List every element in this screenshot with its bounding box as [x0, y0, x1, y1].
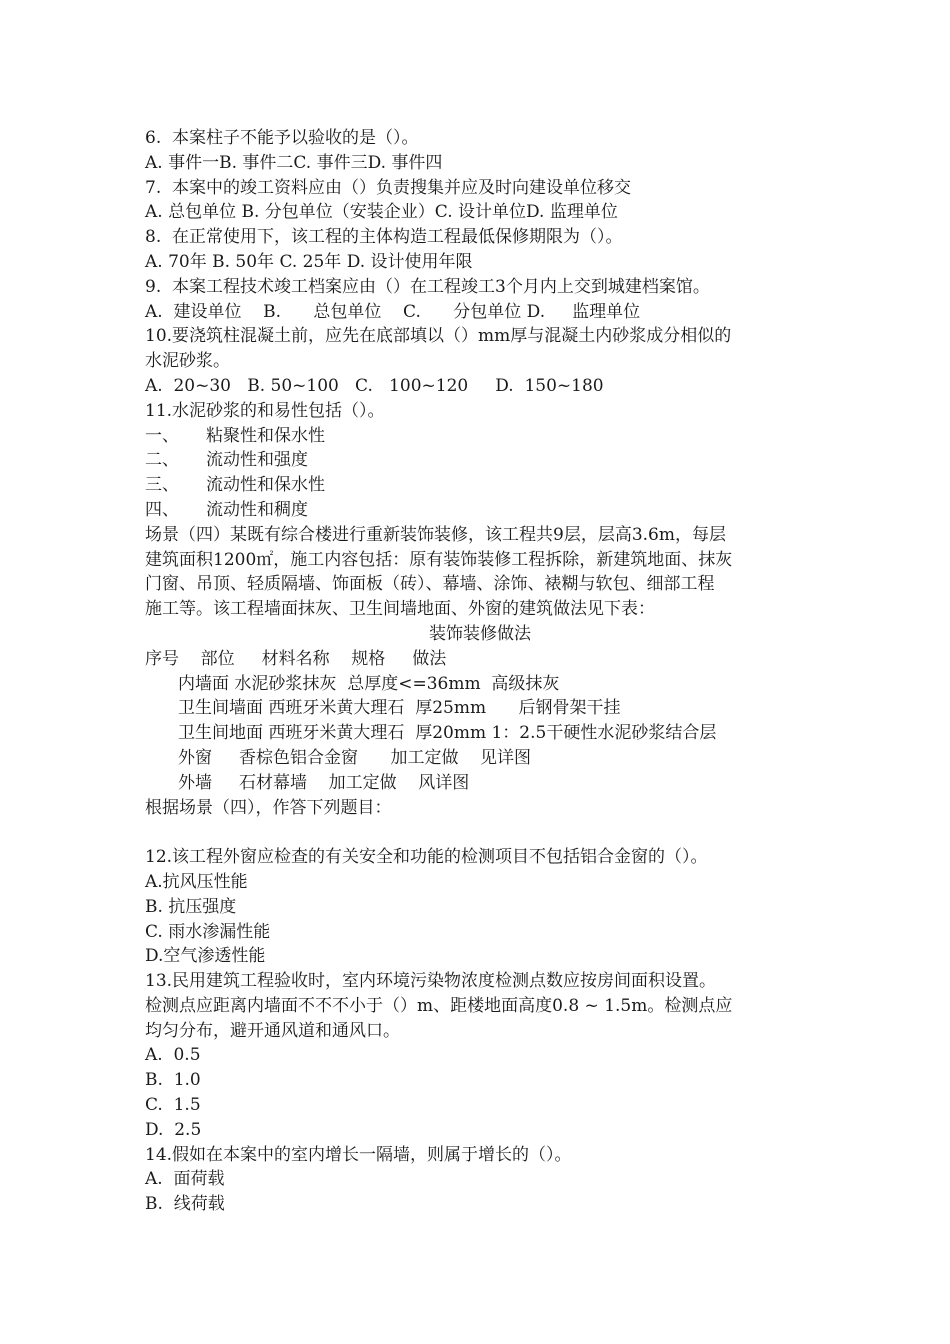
text-line: A. 事件一B. 事件二C. 事件三D. 事件四	[145, 152, 443, 173]
text-line: A. 20~30 B. 50~100 C. 100~120 D. 150~180	[145, 375, 604, 396]
text-line: 12.该工程外窗应检查的有关安全和功能的检测项目不包括铝合金窗的（）。	[145, 847, 708, 868]
text-line: A. 总包单位 B. 分包单位（安装企业）C. 设计单位D. 监理单位	[145, 202, 618, 223]
text-line: D.空气渗透性能	[145, 946, 266, 967]
text-line: 卫生间墙面 西班牙米黄大理石 厚25mm 后钢骨架干挂	[178, 698, 621, 719]
text-line: A. 建设单位 B. 总包单位 C. 分包单位 D. 监理单位	[145, 301, 641, 322]
document-page	[145, 126, 815, 1217]
text-line: 7. 本案中的竣工资料应由（）负责搜集并应及时向建设单位移交	[145, 177, 632, 198]
text-line: B. 线荷载	[145, 1194, 225, 1215]
text-line: 检测点应距离内墙面不不不小于（）m、距楼地面高度0.8 ~ 1.5m。检测点应	[145, 995, 733, 1016]
blank-line	[145, 820, 815, 845]
text-line: A. 70年 B. 50年 C. 25年 D. 设计使用年限	[145, 251, 473, 272]
text-line: 8. 在正常使用下，该工程的主体构造工程最低保修期限为（）。	[145, 227, 623, 248]
text-line: 一、 粘聚性和保水性	[145, 425, 326, 446]
text-line: 9. 本案工程技术竣工档案应由（）在工程竣工3个月内上交到城建档案馆。	[145, 276, 710, 297]
text-line: 四、 流动性和稠度	[145, 499, 309, 520]
text-line: 水泥砂浆。	[145, 351, 230, 372]
text-line: C. 1.5	[145, 1095, 201, 1116]
text-line: 11.水泥砂浆的和易性包括（）。	[145, 400, 385, 421]
text-line: 门窗、吊顶、轻质隔墙、饰面板（砖）、幕墙、涂饰、裱糊与软包、细部工程	[145, 574, 715, 595]
text-line: 6. 本案柱子不能予以验收的是（）。	[145, 128, 419, 148]
text-line: C. 雨水渗漏性能	[145, 921, 271, 942]
text-line: 外墙 石材幕墙 加工定做 风详图	[178, 772, 470, 793]
text-line: 14.假如在本案中的室内增长一隔墙，则属于增长的（）。	[145, 1144, 572, 1165]
text-line: 装饰装修做法	[429, 623, 531, 644]
text-line: 施工等。该工程墙面抹灰、卫生间墙地面、外窗的建筑做法见下表：	[145, 599, 655, 620]
text-line: 场景（四）某既有综合楼进行重新装饰装修，该工程共9层，层高3.6m，每层	[145, 524, 726, 545]
text-line: 建筑面积1200㎡，施工内容包括：原有装饰装修工程拆除，新建筑地面、抹灰	[145, 549, 733, 570]
text-line: 二、 流动性和强度	[145, 450, 309, 471]
text-line: 10.要浇筑柱混凝土前，应先在底部填以（）mm厚与混凝土内砂浆成分相似的	[145, 326, 732, 347]
text-line: 内墙面 水泥砂浆抹灰 总厚度<=36mm 高级抹灰	[178, 673, 560, 694]
text-line: B. 抗压强度	[145, 896, 237, 917]
text-line: 13.民用建筑工程验收时，室内环境污染物浓度检测点数应按房间面积设置。	[145, 971, 717, 992]
text-line: 序号 部位 材料名称 规格 做法	[145, 648, 447, 669]
text-line: A.抗风压性能	[145, 871, 248, 892]
text-line: 根据场景（四），作答下列题目：	[145, 797, 392, 818]
text-line: 均匀分布，避开通风道和通风口。	[145, 1020, 400, 1041]
text-line: A. 0.5	[145, 1045, 201, 1066]
text-line: 外窗 香棕色铝合金窗 加工定做 见详图	[178, 747, 532, 768]
text-line: B. 1.0	[145, 1070, 201, 1091]
text-line: 卫生间地面 西班牙米黄大理石 厚20mm 1：2.5干硬性水泥砂浆结合层	[178, 723, 717, 744]
text-line: A. 面荷载	[145, 1169, 225, 1190]
text-line: D. 2.5	[145, 1119, 202, 1140]
text-line: 三、 流动性和保水性	[145, 475, 326, 496]
